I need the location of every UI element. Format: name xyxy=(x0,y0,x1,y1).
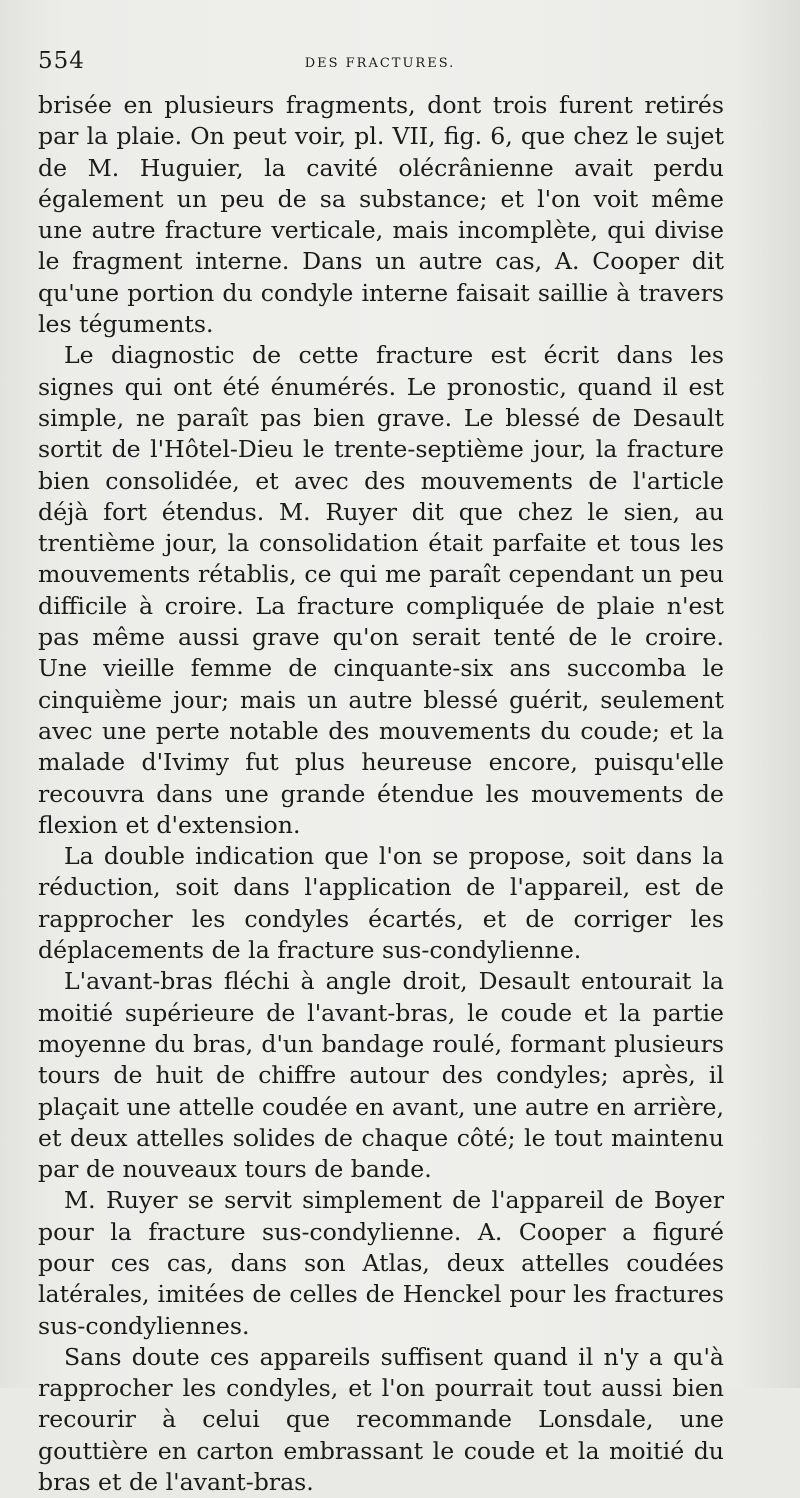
running-head: DES FRACTURES. xyxy=(304,56,456,71)
paragraph-lonsdale: Sans doute ces appareils suffisent quand il n'y a qu'à rapprocher les condyles, et l'on pourrait tout aussi bien recourir à celui que recommande Lonsdale, une gouttière en carton embrassant le coude et la moitié du bras et de l'avant-bras. xyxy=(38,1342,724,1497)
paragraph-desault: L'avant-bras fléchi à angle droit, Desault entourait la moitié supérieure de l'avant-bras, le coude et la partie moyenne du bras, d'un bandage roulé, formant plusieurs tours de huit de chiffre autour des condyles; après, il plaçait une attelle coudée en avant, une autre en arrière, et deux attelles solides de chaque côté; le tout maintenu par de nouveaux tours de bande. xyxy=(38,967,724,1184)
text-body xyxy=(38,90,724,1498)
page-number: 554 xyxy=(38,48,85,74)
paragraph-ruyer: M. Ruyer se servit simplement de l'appareil de Boyer pour la fracture sus-condylienne. A. Cooper a figuré pour ces cas, dans son Atlas, deux attelles coudées latérales, imitées de celles de Henckel pour les fractures sus-condyliennes. xyxy=(38,1186,724,1340)
paragraph-indication: La double indication que l'on se propose, soit dans la réduction, soit dans l'application de l'appareil, est de rapprocher les condyles écartés, et de corriger les déplacements de la fracture sus-condylienne. xyxy=(38,842,724,965)
paragraph-diagnostic: Le diagnostic de cette fracture est écrit dans les signes qui ont été énumérés. Le pronostic, quand il est simple, ne paraît pas bien grave. Le blessé de Desault sortit de l'Hôtel-Dieu le trente-septième jour, la fracture bien consolidée, et avec des mouvements de l'article déjà fort étendus. M. Ruyer dit que chez le sien, au trentième jour, la consolidation était parfaite et tous les mouvements rétablis, ce qui me paraît cependant un peu difficile à croire. La fracture compliquée de plaie n'est pas même aussi grave qu'on serait tenté de le croire. Une vieille femme de cinquante-six ans succomba le cinquième jour; mais un autre blessé guérit, seulement avec une perte notable des mouvements du coude; et la malade d'Ivimy fut plus heureuse encore, puisqu'elle recouvra dans une grande étendue les mouvements de flexion et d'extension. xyxy=(38,341,724,839)
page-header xyxy=(38,48,722,78)
paragraph-continuation: brisée en plusieurs fragments, dont trois furent retirés par la plaie. On peut voir, pl. VII, fig. 6, que chez le sujet de M. Huguier, la cavité olécrânienne avait perdu également un peu de sa substance; et l'on voit même une autre fracture verticale, mais incomplète, qui divise le fragment interne. Dans un autre cas, A. Cooper dit qu'une portion du condyle interne faisait saillie à travers les téguments. xyxy=(38,91,724,339)
